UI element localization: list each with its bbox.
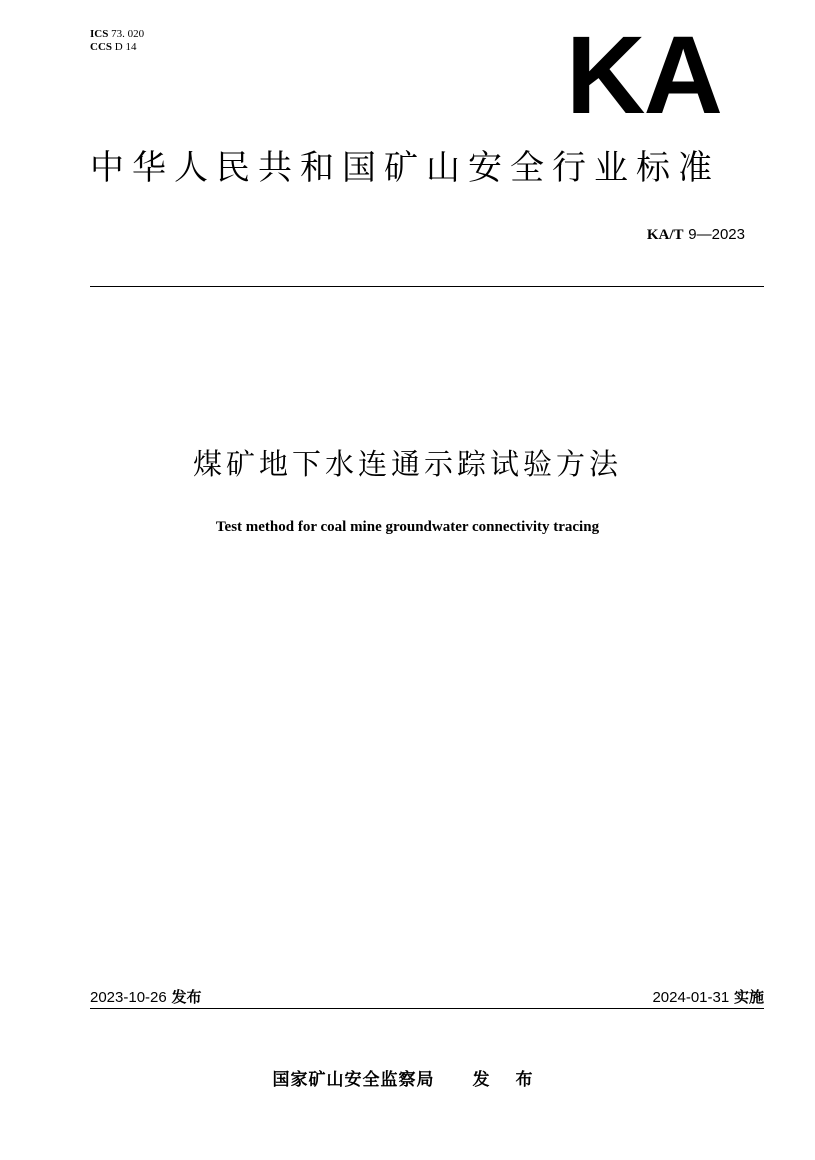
publish-date: 2023-10-26: [90, 989, 167, 1006]
ccs-label: CCS: [90, 41, 113, 53]
standard-number-value: 9—2023: [688, 226, 745, 243]
issuer-row: [0, 1068, 815, 1092]
standard-number: [647, 224, 745, 245]
issuer-name: 国家矿山安全监察局: [272, 1070, 435, 1090]
publish-label: 发布: [171, 988, 202, 1006]
implement-label: 实施: [733, 988, 764, 1006]
classification-codes: [90, 28, 144, 54]
ics-value: 73. 020: [111, 28, 145, 40]
publish-date-group: [90, 986, 202, 1009]
document-title-chinese: 煤矿地下水连通示踪试验方法: [192, 447, 622, 481]
implement-date: 2024-01-31: [652, 989, 730, 1006]
ccs-value: D 14: [114, 41, 137, 53]
standard-number-prefix: KA/T: [646, 227, 684, 243]
top-divider: [90, 286, 764, 287]
date-row: [90, 986, 764, 1008]
bottom-divider: [90, 1008, 764, 1009]
standard-category-title: 中华人民共和国矿山安全行业标准: [90, 148, 720, 188]
ics-code-row: [90, 28, 144, 41]
implement-date-group: [652, 986, 764, 1009]
standard-logo: KA: [566, 14, 721, 137]
ccs-code-row: [90, 41, 144, 54]
document-title-english: Test method for coal mine groundwater connectivity tracing: [215, 519, 600, 535]
ics-label: ICS: [90, 28, 109, 40]
issue-action: 发 布: [472, 1070, 543, 1090]
